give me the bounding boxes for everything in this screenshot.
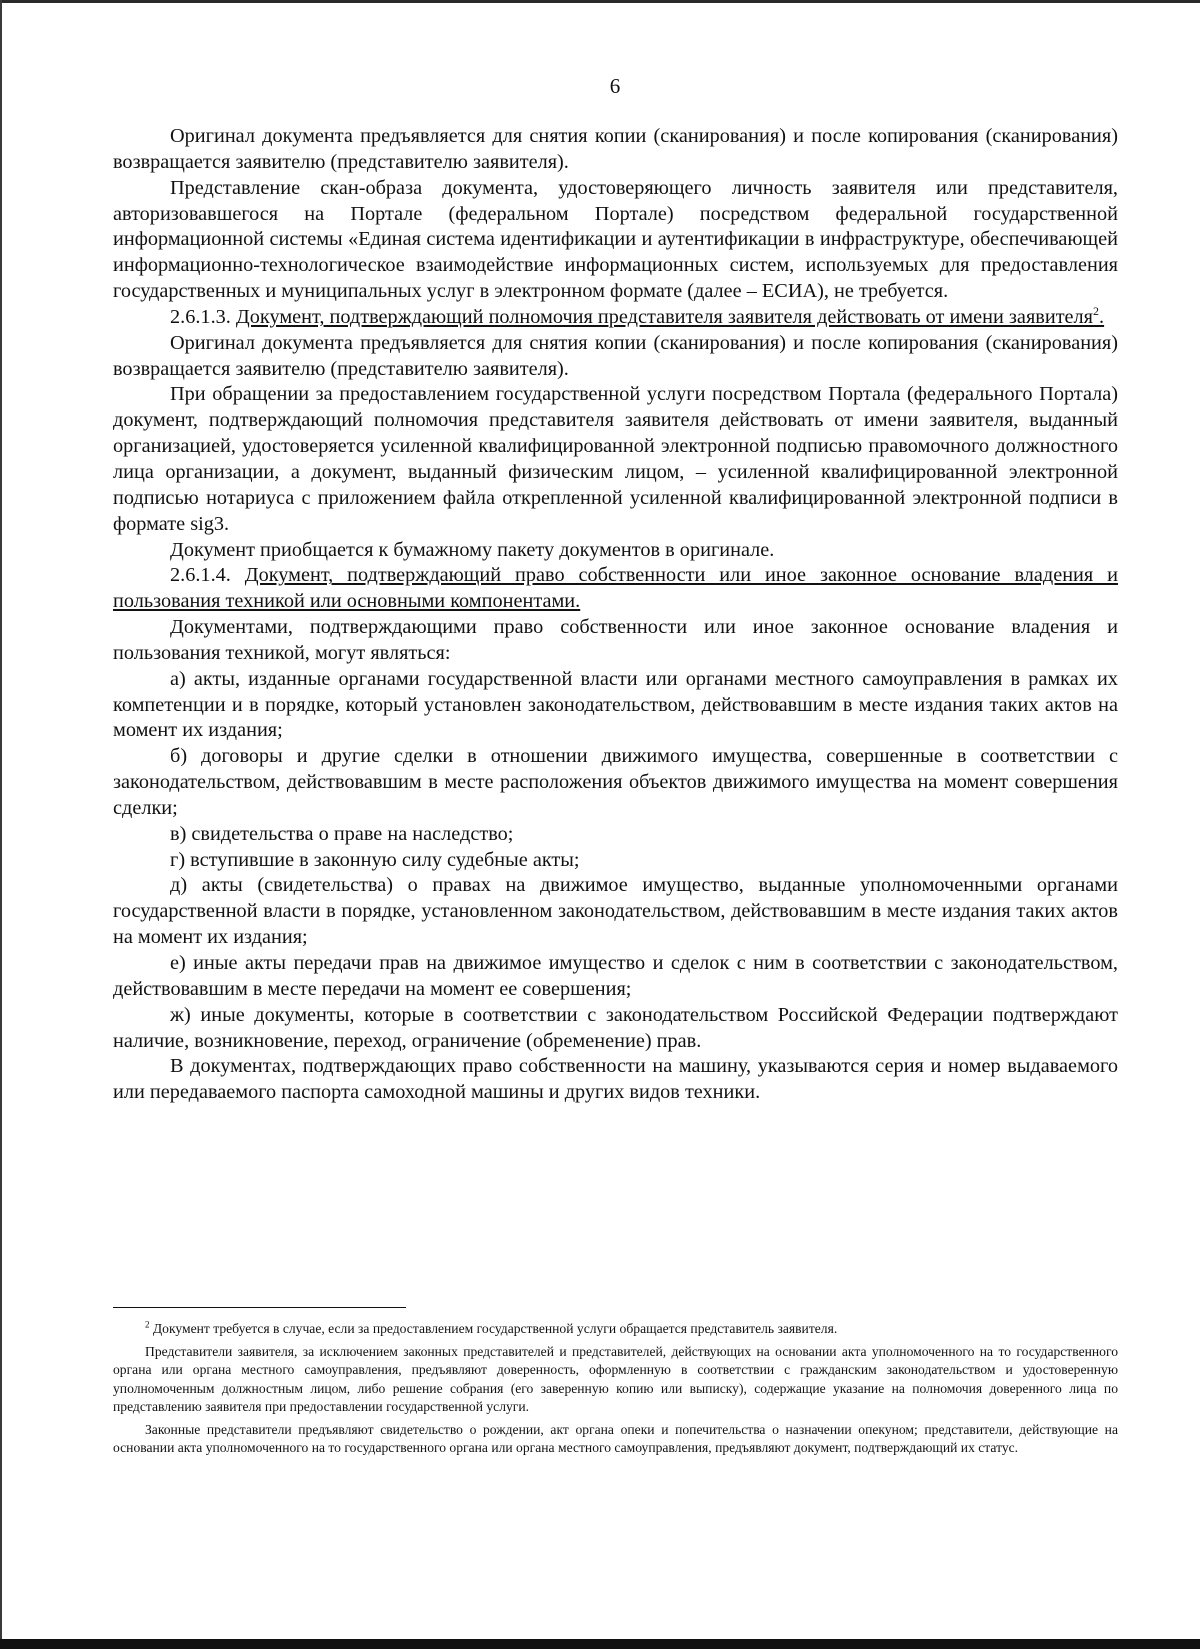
scan-top-edge	[0, 0, 1200, 3]
footnotes	[113, 1320, 1118, 1457]
paragraph-original-return-1: Оригинал документа предъявляется для снятия копии (сканирования) и после копирования (сканирования) возвращается заявителю (представителю заявителя).	[113, 125, 1118, 173]
footnote-separator	[113, 1307, 406, 1308]
paragraph-original-return-2: Оригинал документа предъявляется для снятия копии (сканирования) и после копирования (сканирования) возвращается заявителю (представителю заявителя).	[113, 331, 1118, 380]
paragraph-scan-not-required: Представление скан-образа документа, удостоверяющего личность заявителя или представителя, авторизовавшегося на Портале (федеральном Портале) посредством федеральной государственной информационной системы «Единая система идентификации и аутентификации в инфраструктуре, обеспечивающей информационно-технологическое взаимодействие информационных систем, используемых для предоставления государственных и муниципальных услуг в электронном формате (далее – ЕСИА), не требуется.	[113, 176, 1118, 303]
paragraph-electronic-signature: При обращении за предоставлением государственной услуги посредством Портала (федерального Портала) документ, подтверждающий полномочия представителя заявителя действовать от имени заявителя, выданный организацией, удостоверяется усиленной квалифицированной электронной подписью правомочного должностного лица организации, а документ, выданный физическим лицом, – усиленной квалифицированной электронной подписью нотариуса с приложением файла открепленной усиленной квалифицированной электронной подписи в формате sig3.	[113, 383, 1118, 535]
section-2-6-1-4-heading	[113, 563, 1118, 615]
footnote-2-text: Документ требуется в случае, если за предоставлением государственной услуги обращается представитель заявителя.	[149, 1321, 838, 1336]
footnote-representatives: Представители заявителя, за исключением законных представителей и представителей, действующих на основании акта уполномоченного на то государственного органа или органа местного самоуправления, предъявляют доверенность, оформленную в соответствии с гражданским законодательством и удостоверенную уполномоченным должностным лицом, либо решение собрания (его заверенную копию или выписку), содержащие указание на полномочия доверенного лица по представлению заявителя при предоставлении государственной услуги.	[113, 1344, 1118, 1414]
section-number: 2.6.1.3.	[170, 305, 236, 328]
list-item-b: б) договоры и другие сделки в отношении движимого имущества, совершенные в соответствии с законодательством, действовавшим в месте расположения объектов движимого имущества на момент совершения сделки;	[113, 745, 1118, 819]
footnote-legal-representatives: Законные представители предъявляют свидетельство о рождении, акт органа опеки и попечительства о назначении опекуном; представители, действующие на основании акта уполномоченного на то государственного органа или органа местного самоуправления, предъявляют документ, подтверждающий их статус.	[113, 1422, 1118, 1456]
paragraph-ownership-documents-intro: Документами, подтверждающими право собственности или иное законное основание владения и пользования техникой, могут являться:	[113, 616, 1118, 664]
page-number: 6	[609, 74, 621, 98]
section-2-6-1-3-heading	[113, 305, 1118, 331]
scan-left-edge	[0, 0, 2, 1649]
paragraph-passport-series: В документах, подтверждающих право собственности на машину, указываются серия и номер выдаваемого или передаваемого паспорта самоходной машины и других видов техники.	[113, 1055, 1118, 1104]
section-title-text: Документ, подтверждающий полномочия представителя заявителя действовать от имени заявителя	[235, 305, 1094, 328]
footnote-marker: 2	[145, 1319, 150, 1330]
document-body	[113, 124, 1118, 1106]
list-item-d: д) акты (свидетельства) о правах на движимое имущество, выданные уполномоченными органами государственной власти в порядке, установленном законодательством, действовавшим в месте издания таких актов на момент их издания;	[113, 874, 1118, 949]
list-item-g: г) вступившие в законную силу судебные акты;	[170, 848, 580, 871]
list-item-zh: ж) иные документы, которые в соответствии с законодательством Российской Федерации подтверждают наличие, возникновение, переход, ограничение (обременение) прав.	[113, 1003, 1118, 1052]
scan-bottom-edge	[0, 1639, 1200, 1649]
footnote-2	[113, 1320, 1118, 1338]
section-number: 2.6.1.4.	[170, 564, 245, 587]
list-item-a: а) акты, изданные органами государственной власти или органами местного самоуправления в рамках их компетенции и в порядке, который установлен законодательством, действовавшим в месте издания таких актов на момент их издания;	[113, 667, 1118, 742]
section-title-end: .	[1099, 305, 1105, 328]
list-item-v: в) свидетельства о праве на наследство;	[170, 822, 514, 845]
section-title	[236, 306, 1104, 328]
footnote-reference: 2	[1093, 304, 1100, 319]
list-item-e: е) иные акты передачи прав на движимое имущество и сделок с ним в соответствии с законодательством, действовавшим в месте передачи на момент ее совершения;	[113, 952, 1118, 1000]
section-title: Документ, подтверждающий право собственности или иное законное основание владения и пользования техникой или основными компонентами.	[113, 564, 1118, 613]
paragraph-paper-package: Документ приобщается к бумажному пакету документов в оригинале.	[170, 538, 775, 561]
